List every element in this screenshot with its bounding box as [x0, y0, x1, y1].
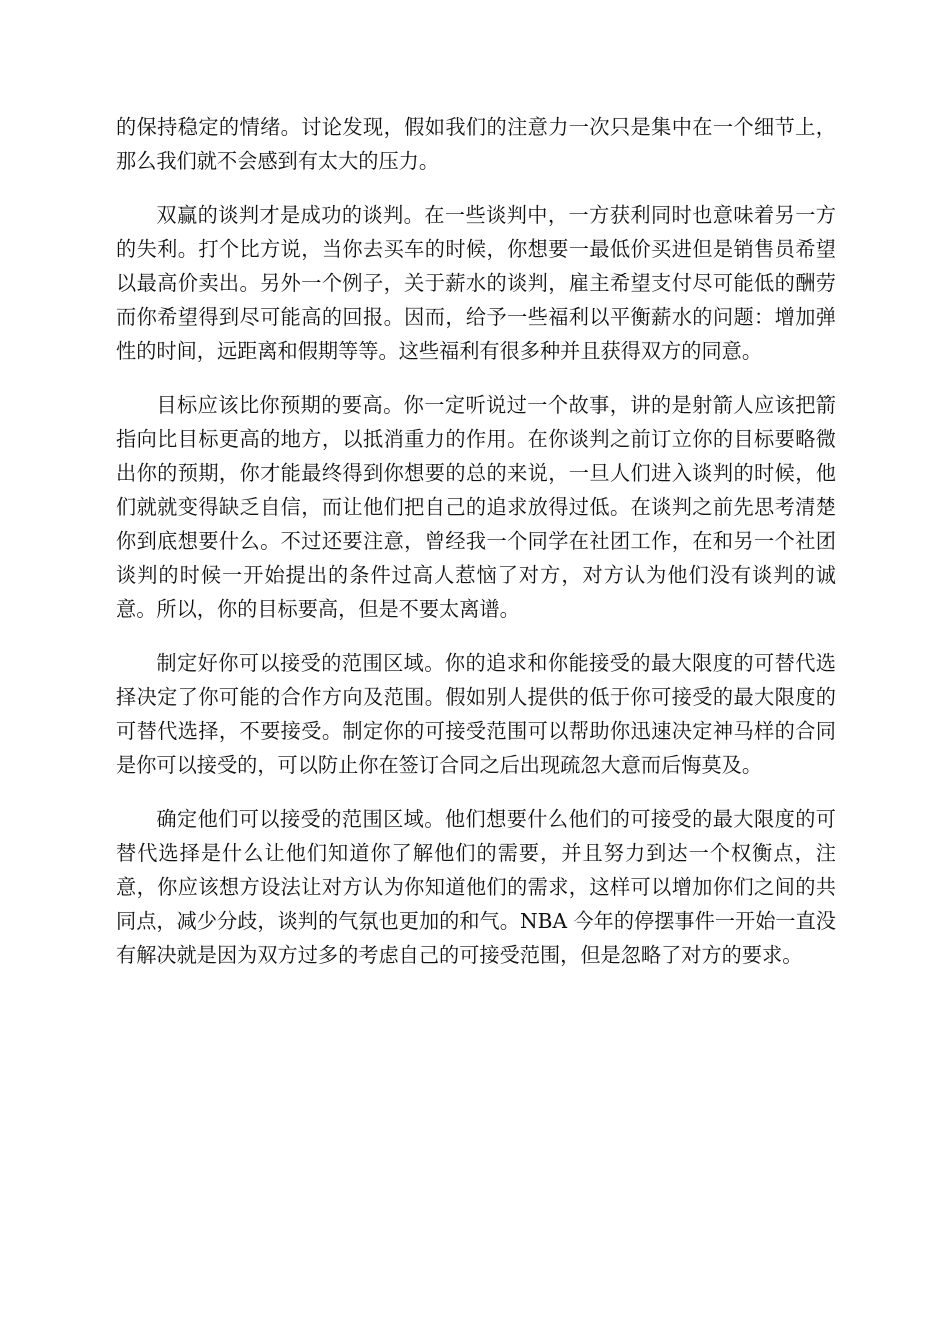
paragraph-continuation: 的保持稳定的情绪。讨论发现，假如我们的注意力一次只是集中在一个细节上，那么我们就不会感到有太大的压力。: [116, 115, 836, 173]
paragraph-set-high-goals: 目标应该比你预期的要高。你一定听说过一个故事，讲的是射箭人应该把箭指向比目标更高的地方，以抵消重力的作用。在你谈判之前订立你的目标要略微出你的预期，你才能最终得到你想要的总的来说，一旦人们进入谈判的时候，他们就就变得缺乏自信，而让他们把自己的追求放得过低。在谈判之前先思考清楚你到底想要什么。不过还要注意，曾经我一个同学在社团工作，在和另一个社团谈判的时候一开始提出的条件过高人惹恼了对方，对方认为他们没有谈判的诚意。所以，你的目标要高，但是不要太离谱。: [116, 393, 836, 621]
document-page: [116, 110, 836, 992]
paragraph-own-acceptable-range: 制定好你可以接受的范围区域。你的追求和你能接受的最大限度的可替代选择决定了你可能的合作方向及范围。假如别人提供的低于你可接受的最大限度的可替代选择，不要接受。制定你的可接受范围可以帮助你迅速决定神马样的合同是你可以接受的，可以防止你在签订合同之后出现疏忽大意而后悔莫及。: [116, 651, 836, 777]
paragraph-win-win-negotiation: 双赢的谈判才是成功的谈判。在一些谈判中，一方获利同时也意味着另一方的失利。打个比方说，当你去买车的时候，你想要一最低价买进但是销售员希望以最高价卖出。另外一个例子，关于薪水的谈判，雇主希望支付尽可能低的酬劳而你希望得到尽可能高的回报。因而，给予一些福利以平衡薪水的问题：增加弹性的时间，远距离和假期等等。这些福利有很多种并且获得双方的同意。: [116, 203, 836, 363]
paragraph-their-acceptable-range: 确定他们可以接受的范围区域。他们想要什么他们的可接受的最大限度的可替代选择是什么让他们知道你了解他们的需要，并且努力到达一个权衡点，注意，你应该想方设法让对方认为你知道他们的需求，这样可以增加你们之间的共同点，减少分歧，谈判的气氛也更加的和气。NBA 今年的停摆事件一开始一直没有解决就是因为双方过多的考虑自己的可接受范围，但是忽略了对方的要求。: [116, 807, 836, 967]
